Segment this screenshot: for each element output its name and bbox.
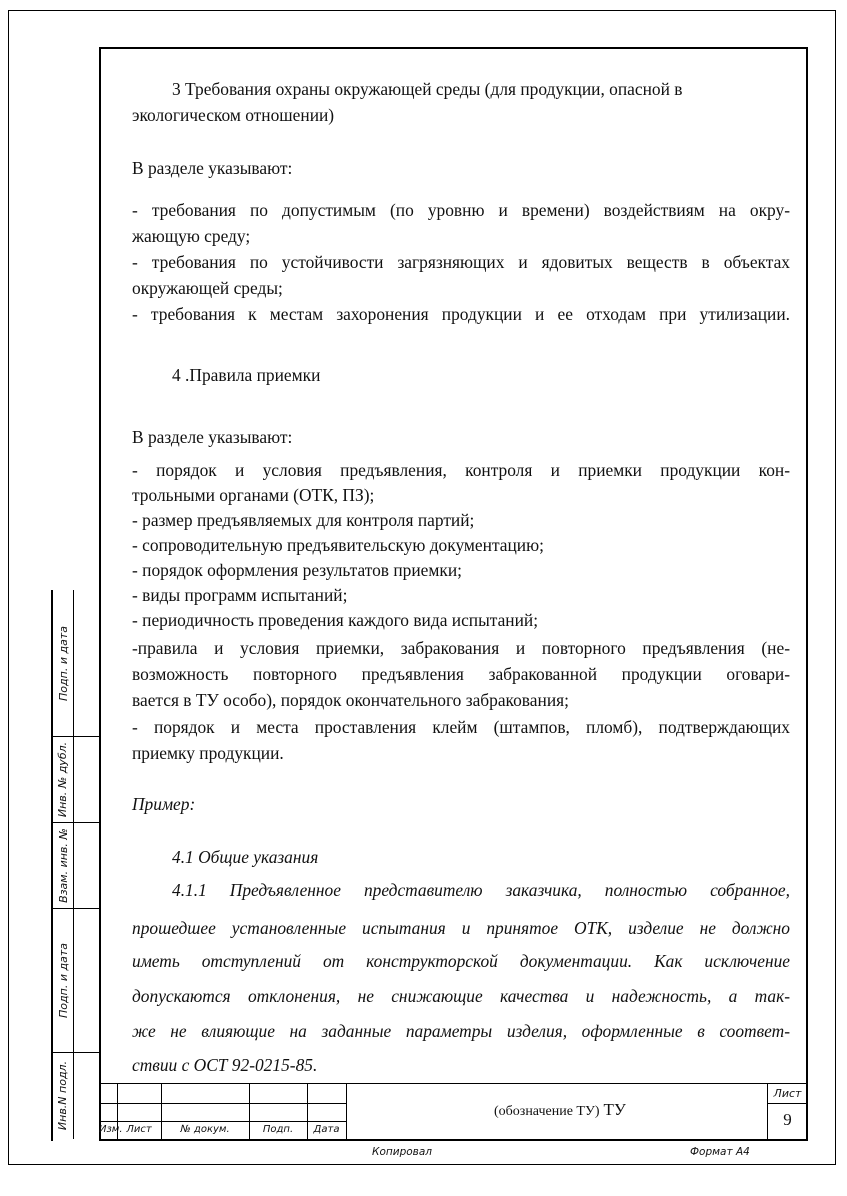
section-4-item: возможность повторного предъявления забракованной продукции оговари- bbox=[132, 664, 790, 684]
example-line: ствии с ОСТ 92-0215-85. bbox=[132, 1055, 318, 1075]
section-4-intro: В разделе указывают: bbox=[132, 427, 293, 447]
sheet-number: 9 bbox=[783, 1110, 792, 1129]
section-4-item: - сопроводительную предъявительскую документацию; bbox=[132, 535, 544, 555]
stamp-col-sign: Подп. bbox=[262, 1124, 294, 1135]
section-4-item: - размер предъявляемых для контроля партий; bbox=[132, 510, 475, 530]
section-3-item: жающую среду; bbox=[132, 226, 251, 246]
section-4-item: - порядок и места проставления клейм (штампов, пломб), подтверждающих bbox=[132, 717, 790, 737]
section-4-item: приемку продукции. bbox=[132, 743, 284, 763]
section-3-item: окружающей среды; bbox=[132, 278, 283, 298]
stamp-row-rule bbox=[99, 1121, 346, 1122]
example-line: прошедшее установленные испытания и принятое ОТК, изделие не должно bbox=[132, 918, 790, 938]
stamp-col-rule bbox=[346, 1083, 347, 1139]
example-line: иметь отступлений от конструкторской документации. Как исключение bbox=[132, 951, 790, 971]
stamp-row-rule bbox=[99, 1103, 346, 1104]
copied-by-label: Копировал bbox=[372, 1146, 432, 1158]
example-label: Пример: bbox=[132, 794, 196, 814]
stamp-col-izm: Изм. bbox=[99, 1124, 123, 1135]
side-label-sign-date-1: Подп. и дата bbox=[56, 625, 70, 701]
stamp-sheet-rule bbox=[767, 1103, 808, 1104]
stamp-col-list: Лист bbox=[126, 1124, 152, 1135]
stamp-top-rule bbox=[99, 1083, 808, 1084]
example-heading: 4.1 Общие указания bbox=[172, 847, 319, 867]
section-3-intro: В разделе указывают: bbox=[132, 158, 293, 178]
document-designation bbox=[494, 1100, 626, 1120]
title-block bbox=[99, 1083, 808, 1141]
side-label-orig-inv: Инв.N подл. bbox=[56, 1060, 70, 1131]
section-3-heading-line1: 3 Требования охраны окружающей среды (для продукции, опасной в bbox=[172, 79, 683, 99]
example-line: допускаются отклонения, не снижающие качества и надежность, а так- bbox=[132, 986, 790, 1006]
section-4-item: - виды программ испытаний; bbox=[132, 585, 348, 605]
stamp-col-date: Дата bbox=[313, 1124, 340, 1135]
side-label-replace-inv: Взам. инв. № bbox=[56, 827, 70, 903]
side-label-sign-date-2: Подп. и дата bbox=[56, 942, 70, 1018]
section-4-item: трольными органами (ОТК, ПЗ); bbox=[132, 485, 375, 505]
sheet-label: Лист bbox=[773, 1087, 802, 1100]
section-3-item: - требования к местам захоронения продукции и ее отходам при утилизации. bbox=[132, 304, 790, 324]
section-4-item: вается в ТУ особо), порядок окончательного забракования; bbox=[132, 690, 569, 710]
section-4-heading: 4 .Правила приемки bbox=[172, 365, 321, 385]
example-line: 4.1.1 Предъявленное представителю заказчика, полностью собранное, bbox=[172, 880, 790, 900]
section-4-item: -правила и условия приемки, забракования и повторного предъявления (не- bbox=[132, 638, 790, 658]
stamp-col-doc: № докум. bbox=[180, 1124, 230, 1135]
side-strip bbox=[51, 590, 99, 1141]
section-4-item: - порядок и условия предъявления, контроля и приемки продукции кон- bbox=[132, 460, 790, 480]
designation-prefix: (обозначение ТУ) bbox=[494, 1104, 600, 1119]
side-inner-rule bbox=[73, 590, 74, 1139]
section-4-item: - периодичность проведения каждого вида испытаний; bbox=[132, 610, 539, 630]
section-3-item: - требования по устойчивости загрязняющих и ядовитых веществ в объектах bbox=[132, 252, 790, 272]
section-3-heading-line2: экологическом отношении) bbox=[132, 105, 335, 125]
example-line: же не влияющие на заданные параметры изделия, оформленные в соответ- bbox=[132, 1021, 790, 1041]
section-3-item: - требования по допустимым (по уровню и времени) воздействиям на окру- bbox=[132, 200, 790, 220]
section-4-item: - порядок оформления результатов приемки; bbox=[132, 560, 462, 580]
side-label-dup-inv: Инв. № дубл. bbox=[56, 741, 70, 817]
format-label: Формат А4 bbox=[690, 1146, 750, 1158]
designation-code: ТУ bbox=[603, 1100, 626, 1119]
